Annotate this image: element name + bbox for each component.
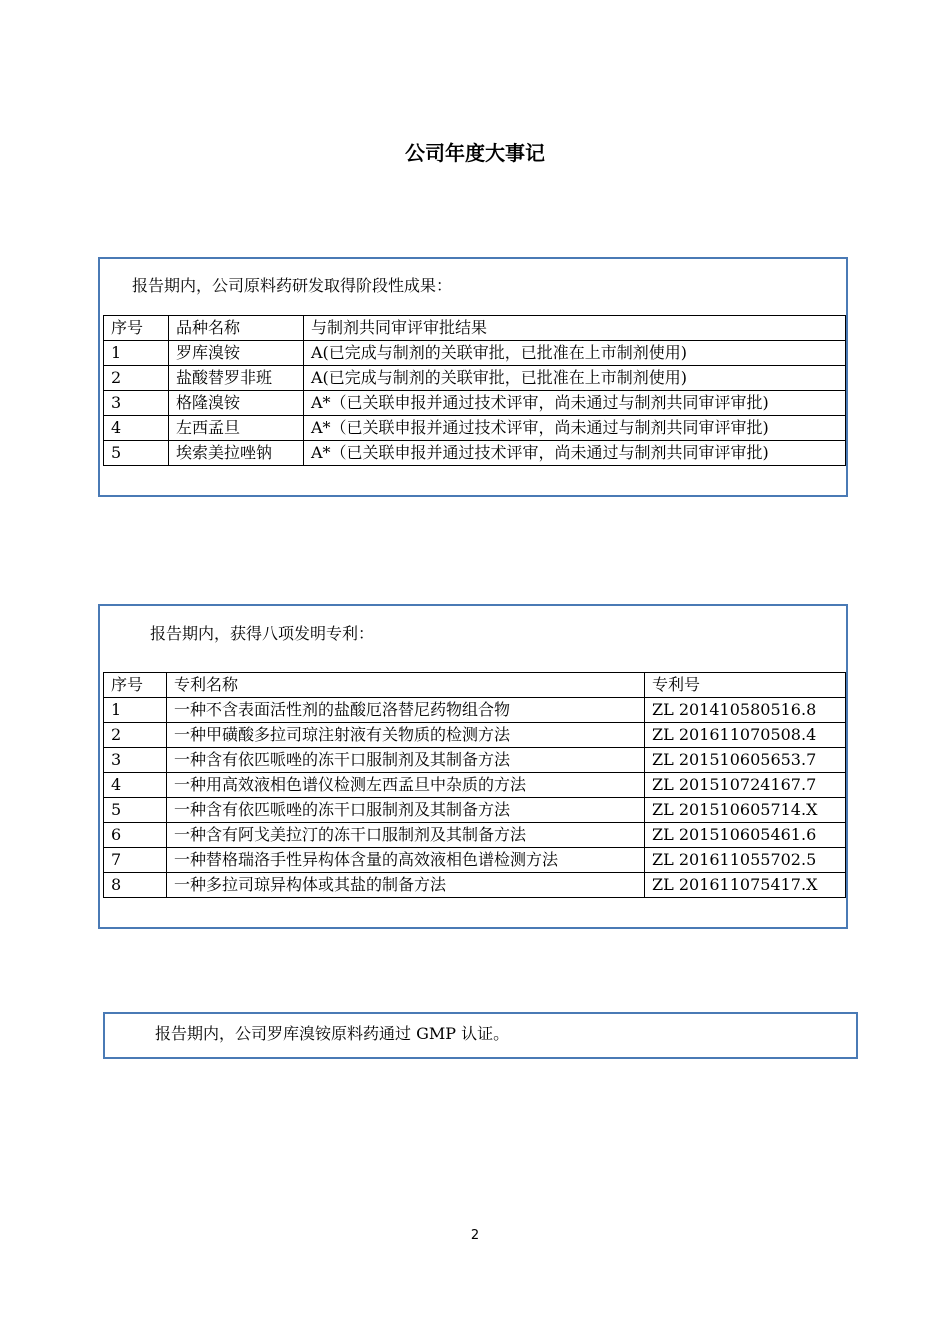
- table-cell: 5: [104, 798, 167, 823]
- table-row: [104, 873, 846, 898]
- table-cell: 格隆溴铵: [169, 391, 304, 416]
- table-cell: 一种不含表面活性剂的盐酸厄洛替尼药物组合物: [167, 698, 645, 723]
- table-cell: A(已完成与制剂的关联审批，已批准在上市制剂使用): [304, 366, 846, 391]
- patents-table: [103, 672, 846, 898]
- table-row: [104, 441, 846, 466]
- table-cell: ZL 201510605461.6: [645, 823, 846, 848]
- table-cell: 一种替格瑞洛手性异构体含量的高效液相色谱检测方法: [167, 848, 645, 873]
- table-cell: A*（已关联申报并通过技术评审，尚未通过与制剂共同审评审批): [304, 391, 846, 416]
- api-results-intro: 报告期内，公司原料药研发取得阶段性成果：: [132, 276, 453, 295]
- table-row: [104, 848, 846, 873]
- table-cell: 罗库溴铵: [169, 341, 304, 366]
- table-row: [104, 391, 846, 416]
- table-row: [104, 698, 846, 723]
- header-cell: 序号: [104, 673, 167, 698]
- table-cell: 2: [104, 723, 167, 748]
- table-cell: ZL 201510605653.7: [645, 748, 846, 773]
- table-row: [104, 748, 846, 773]
- api-results-table: [103, 315, 846, 466]
- table-cell: 1: [104, 341, 169, 366]
- header-cell: 序号: [104, 316, 169, 341]
- table-cell: 1: [104, 698, 167, 723]
- table-cell: ZL 201611075417.X: [645, 873, 846, 898]
- table-cell: 7: [104, 848, 167, 873]
- gmp-text: 报告期内，公司罗库溴铵原料药通过 GMP 认证。: [155, 1024, 510, 1043]
- table-cell: 5: [104, 441, 169, 466]
- table-cell: A*（已关联申报并通过技术评审，尚未通过与制剂共同审评审批): [304, 416, 846, 441]
- table-cell: 4: [104, 416, 169, 441]
- table-cell: ZL 201510724167.7: [645, 773, 846, 798]
- table-row: [104, 798, 846, 823]
- header-cell: 专利号: [645, 673, 846, 698]
- page-title: 公司年度大事记: [405, 141, 545, 165]
- table-cell: 埃索美拉唑钠: [169, 441, 304, 466]
- table-cell: 8: [104, 873, 167, 898]
- table-header-row: [104, 316, 846, 341]
- table-row: [104, 416, 846, 441]
- table-cell: 盐酸替罗非班: [169, 366, 304, 391]
- header-cell: 与制剂共同审评审批结果: [304, 316, 846, 341]
- table-cell: 一种含有依匹哌唑的冻干口服制剂及其制备方法: [167, 748, 645, 773]
- table-cell: 一种用高效液相色谱仪检测左西孟旦中杂质的方法: [167, 773, 645, 798]
- table-row: [104, 823, 846, 848]
- table-cell: ZL 201410580516.8: [645, 698, 846, 723]
- table-cell: ZL 201510605714.X: [645, 798, 846, 823]
- header-cell: 品种名称: [169, 316, 304, 341]
- table-cell: 一种含有阿戈美拉汀的冻干口服制剂及其制备方法: [167, 823, 645, 848]
- header-cell: 专利名称: [167, 673, 645, 698]
- table-cell: ZL 201611055702.5: [645, 848, 846, 873]
- table-row: [104, 773, 846, 798]
- table-cell: 一种甲磺酸多拉司琼注射液有关物质的检测方法: [167, 723, 645, 748]
- table-cell: 2: [104, 366, 169, 391]
- table-row: [104, 341, 846, 366]
- table-cell: A(已完成与制剂的关联审批，已批准在上市制剂使用): [304, 341, 846, 366]
- table-cell: 一种含有依匹哌唑的冻干口服制剂及其制备方法: [167, 798, 645, 823]
- table-cell: 3: [104, 748, 167, 773]
- patents-intro: 报告期内，获得八项发明专利：: [150, 624, 375, 643]
- page-number: 2: [470, 1228, 480, 1243]
- table-header-row: [104, 673, 846, 698]
- table-row: [104, 723, 846, 748]
- table-row: [104, 366, 846, 391]
- table-cell: ZL 201611070508.4: [645, 723, 846, 748]
- table-cell: 6: [104, 823, 167, 848]
- table-cell: 4: [104, 773, 167, 798]
- table-cell: 左西孟旦: [169, 416, 304, 441]
- table-cell: A*（已关联申报并通过技术评审，尚未通过与制剂共同审评审批): [304, 441, 846, 466]
- table-cell: 3: [104, 391, 169, 416]
- table-cell: 一种多拉司琼异构体或其盐的制备方法: [167, 873, 645, 898]
